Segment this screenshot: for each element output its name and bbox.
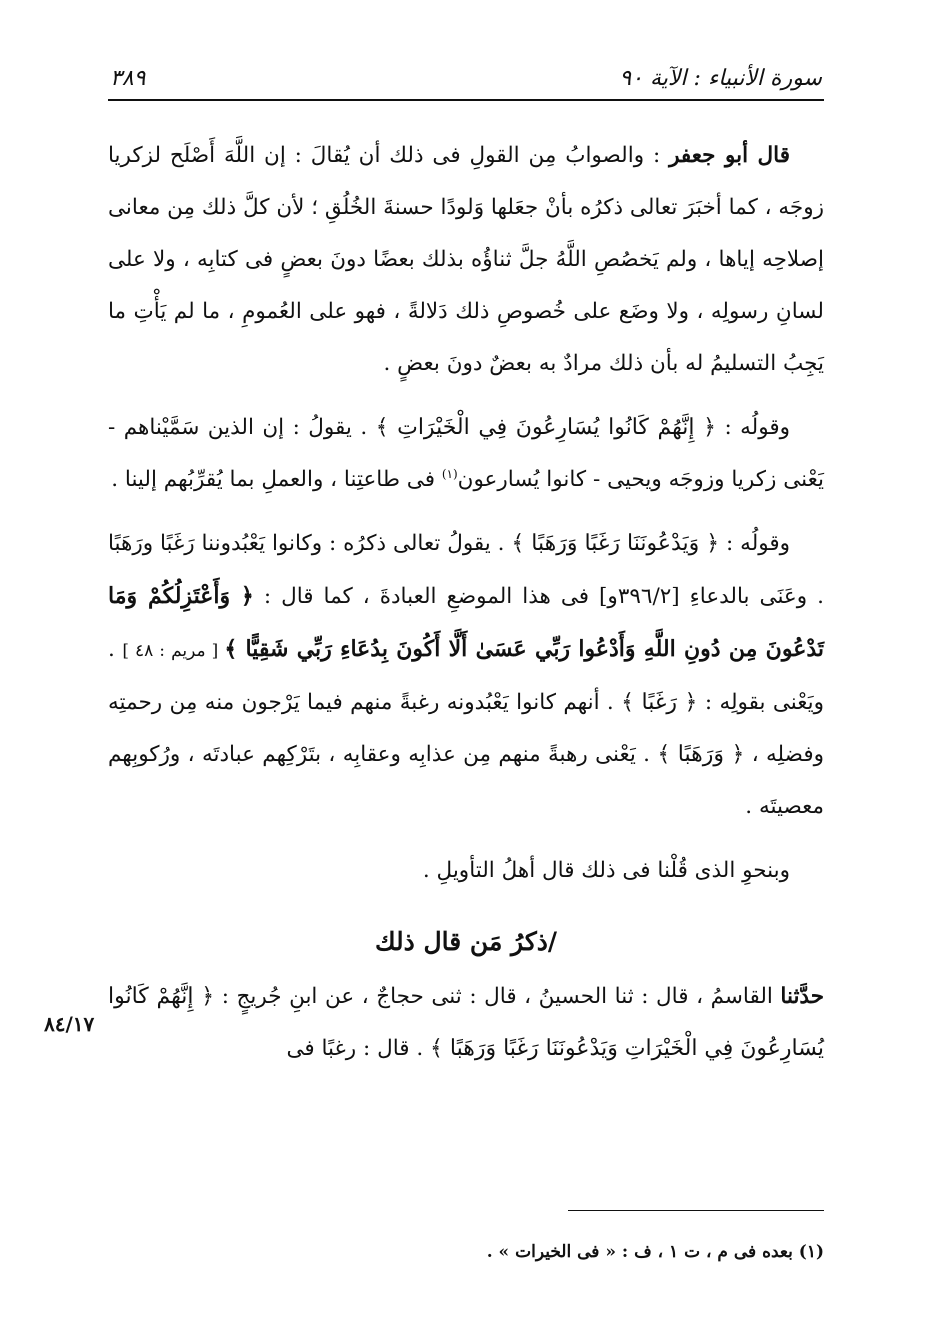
section-title: /ذكرُ مَن قال ذلك: [374, 927, 558, 956]
paragraph-2: [108, 402, 824, 506]
verse-reference: [ مريم : ٤٨ ]: [122, 641, 225, 661]
quran-verse: ﴿ إِنَّهُمْ كَانُوا يُسَارِعُونَ فِي الْخَيْرَاتِ ﴾: [375, 415, 717, 440]
speaker-lead: قال أبو جعفر: [669, 143, 791, 168]
paragraph-text: وقولُه :: [716, 415, 790, 440]
narration-lead: حدَّثنا: [780, 984, 825, 1009]
header-rule: [108, 99, 824, 101]
surah-title: سورة الأنبياء : الآية ٩٠: [619, 65, 822, 91]
narration-paragraph: [108, 971, 824, 1075]
paragraph-text: . يقولُ : إن الذين سَمَّيْناهم - يَعْنى زكريا وزوجَه ويحيى - كانوا يُسارعون: [108, 415, 824, 492]
quran-verse: ﴿ رَغَبًا ﴾: [621, 690, 698, 715]
section-heading-row: [108, 913, 824, 971]
margin-reference: ٨٤/١٧: [44, 1012, 95, 1036]
footnote: (١) بعده فى م ، ت ١ ، ف : « فى الخيرات » .: [486, 1242, 824, 1262]
quran-verse: ﴿ وَيَدْعُونَنَا رَغَبًا وَرَهَبًا ﴾: [511, 531, 720, 556]
paragraph-text: . يقولُ تعالى ذكرُه : وكانوا يَعْبُدوننا رَغَبًا ورَهَبًا . وعَنَى بالدعاءِ [٣٩٦/٢و] فى هذا الموضعِ العبادةَ ، كما قال :: [108, 531, 824, 609]
quran-verse: ﴿ وَأَعْتَزِلُكُمْ وَمَا تَدْعُونَ مِن دُونِ اللَّهِ وَأَدْعُوا رَبِّي عَسَىٰ أَلَّا أَكُونَ بِدُعَاءِ رَبِّي شَقِيًّا ﴾: [108, 583, 824, 662]
paragraph-4: [108, 845, 824, 897]
quran-verse: ﴿ وَرَهَبًا ﴾: [657, 742, 745, 767]
main-text: [108, 130, 824, 1087]
paragraph-text: فى طاعتِنا ، والعملِ بما يُقرِّبُهم إلينا .: [111, 467, 442, 492]
paragraph-3: [108, 518, 824, 833]
paragraph-text: . قال : رغبًا فى: [286, 1036, 431, 1061]
page-header: [110, 58, 822, 98]
paragraph-text: . أنهم كانوا يَعْبُدونه رغبةً منهم فيما يَرْجون منه مِن رحمتِه وفضلِه ،: [108, 690, 824, 767]
paragraph-text: القاسمُ ، قال : ثنا الحسينُ ، قال : ثنى حجاجٌ ، عن ابنِ جُريجٍ :: [214, 984, 781, 1009]
paragraph-text: : والصوابُ مِن القولِ فى ذلك أن يُقالَ : إن اللَّهَ أَصْلَح لزكريا زوجَه ، كما أخبَرَ تعالى ذكرُه بأنْ جعَلها وَلودًا حسنةَ الخُلُقِ ؛ لأن كلَّ ذلك مِن معانى إصلاحِه إياها ، ولم يَخصُصِ اللَّهُ جلَّ ثناؤُه بذلك بعضًا دونَ بعضٍ فى كتابِه ، ولا على لسانِ رسولِه ، ولا وضَع على خُصوصِ ذلك دَلالةً ، فهو على العُمومِ ، ما لم يَأْتِ ما يَجِبُ التسليمُ له بأن ذلك مرادٌ به بعضٌ دونَ بعضٍ .: [108, 143, 824, 376]
paragraph-1: [108, 130, 824, 390]
paragraph-text: وقولُه :: [719, 531, 791, 556]
paragraph-text: . يَعْنى رهبةً منهم مِن عذابِه وعقابِه ، بتَرْكِهم عبادتَه ، ورُكوبِهم معصيتَه .: [108, 742, 824, 819]
footnote-rule: [568, 1210, 824, 1211]
paragraph-text: . ويَعْنى بقولِه :: [108, 637, 824, 715]
quran-verse: ﴿ إِنَّهُمْ كَانُوا يُسَارِعُونَ فِي الْخَيْرَاتِ وَيَدْعُونَنَا رَغَبًا وَرَهَبًا ﴾: [108, 984, 824, 1061]
paragraph-text: وبنحوِ الذى قُلْنا فى ذلك قال أهلُ التأويلِ .: [422, 858, 790, 883]
page-number: ٣٨٩: [110, 65, 146, 91]
footnote-marker: (١): [441, 466, 458, 481]
